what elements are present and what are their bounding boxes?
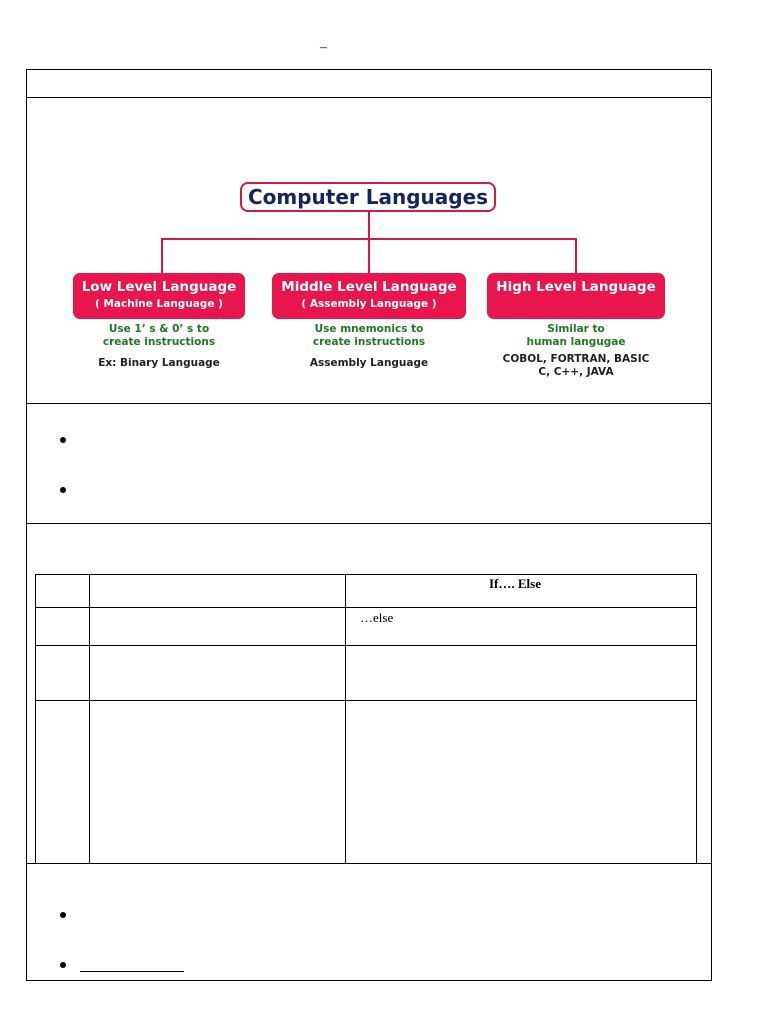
- high-example-line2: C, C++, JAVA: [538, 366, 614, 378]
- middle-desc-line1: Use mnemonics to: [314, 323, 424, 335]
- middle-level-example: [272, 357, 466, 370]
- low-example-line: Ex: Binary Language: [98, 357, 220, 369]
- table-cell-else: …else: [360, 610, 394, 625]
- comparison-table: [35, 574, 697, 864]
- low-level-description: [73, 323, 245, 349]
- low-desc-line1: Use 1’ s & 0’ s to: [108, 323, 210, 335]
- bullet-point: [60, 487, 66, 493]
- middle-level-box: [272, 273, 466, 319]
- bullet-point: [60, 437, 66, 443]
- row-divider: [36, 607, 696, 608]
- section-divider: [27, 863, 711, 864]
- connector-middle: [368, 238, 370, 273]
- high-level-description: [487, 323, 665, 349]
- connector-low: [161, 238, 163, 273]
- connector-high: [575, 238, 577, 273]
- middle-example-line: Assembly Language: [309, 357, 429, 369]
- high-example-line1: COBOL, FORTRAN, BASIC: [502, 353, 650, 365]
- high-desc-line2: human langugae: [526, 336, 626, 348]
- bullet-point: [60, 912, 66, 918]
- table-header-if-else: If…. Else: [489, 576, 541, 591]
- document-frame: [26, 69, 712, 981]
- middle-level-subtitle: ( Assembly Language ): [301, 298, 437, 310]
- low-level-example: [73, 357, 245, 370]
- section-divider: [27, 523, 711, 524]
- low-level-box: [73, 273, 245, 319]
- high-desc-line1: Similar to: [547, 323, 605, 335]
- diagram-title: Computer Languages: [240, 182, 496, 212]
- middle-desc-line2: create instructions: [312, 336, 426, 348]
- low-desc-line2: create instructions: [102, 336, 216, 348]
- low-level-subtitle: ( Machine Language ): [95, 298, 223, 310]
- high-level-example: [487, 353, 665, 379]
- column-divider: [89, 575, 90, 863]
- column-divider: [345, 575, 346, 863]
- high-level-name: High Level Language: [496, 279, 656, 295]
- blank-underline: [80, 971, 184, 972]
- low-level-name: Low Level Language: [81, 279, 237, 295]
- middle-level-description: [272, 323, 466, 349]
- middle-level-name: Middle Level Language: [281, 279, 457, 295]
- high-level-box: [487, 273, 665, 319]
- bullet-point: [60, 962, 66, 968]
- header-dash: –: [320, 40, 327, 55]
- section-divider: [27, 403, 711, 404]
- row-divider: [36, 645, 696, 646]
- connector-trunk: [368, 212, 370, 240]
- row-divider: [36, 700, 696, 701]
- computer-languages-diagram: [27, 98, 713, 403]
